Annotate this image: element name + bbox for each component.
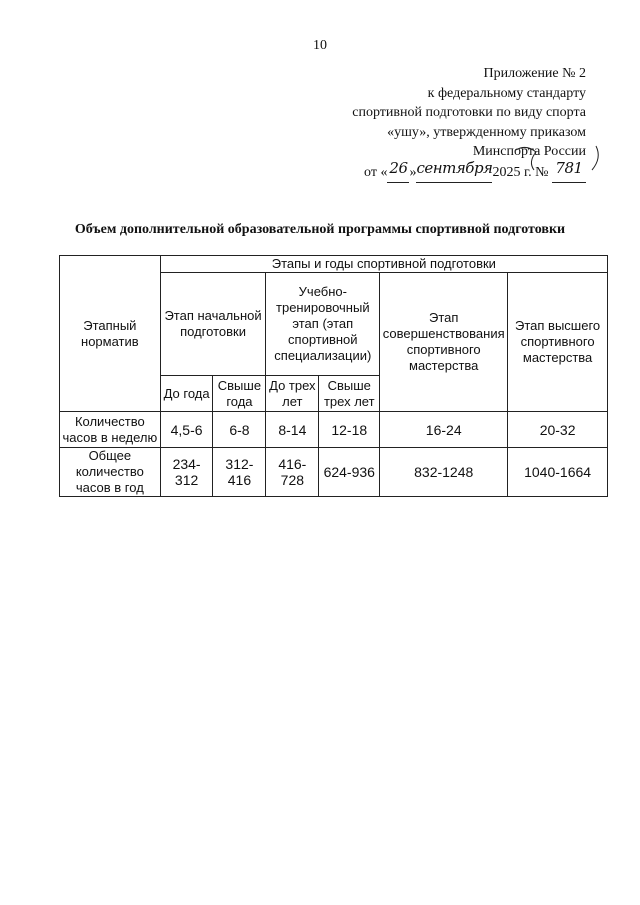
table-header-row (60, 256, 608, 273)
row-label: Количество часов в неделю (60, 412, 161, 448)
table-cell: 312-416 (213, 448, 266, 497)
appendix-line-1: Приложение № 2 (483, 66, 586, 81)
handwriting-stroke-2 (592, 146, 598, 170)
table-cell: 1040-1664 (508, 448, 608, 497)
table-cell: 8-14 (266, 412, 319, 448)
order-separator: » (409, 164, 417, 180)
header-norm: Этапный норматив (60, 256, 161, 412)
row-label: Общее количество часов в год (60, 448, 161, 497)
header-stages: Этапы и годы спортивной подготовки (160, 256, 607, 273)
table-cell: 20-32 (508, 412, 608, 448)
order-day-field (387, 158, 409, 184)
table-cell: 832-1248 (380, 448, 508, 497)
table-row (60, 448, 608, 497)
header-training-up-to-3: До трех лет (266, 376, 319, 412)
document-title: Объем дополнительной образовательной программы спортивной подготовки (74, 222, 566, 237)
header-stage-higher: Этап высшего спортивного мастерства (508, 273, 608, 412)
header-initial-over-year: Свыше года (213, 376, 266, 412)
appendix-line-2: к федеральному стандарту (427, 85, 586, 101)
table-cell: 624-936 (319, 448, 380, 497)
header-stage-training: Учебно-тренировочный этап (этап спортивной специализации) (266, 273, 380, 376)
training-volume-table (59, 255, 608, 497)
header-stage-improvement: Этап совершенствования спортивного мастерства (380, 273, 508, 412)
header-initial-up-to-year: До года (160, 376, 213, 412)
order-number: 781 (555, 158, 583, 177)
table-cell: 416-728 (266, 448, 319, 497)
table-cell: 12-18 (319, 412, 380, 448)
table-cell: 234-312 (160, 448, 213, 497)
table-cell: 4,5-6 (160, 412, 213, 448)
order-number-field (552, 158, 586, 184)
appendix-line-4: «ушу», утвержденному приказом (387, 124, 586, 140)
table-row (60, 412, 608, 448)
order-day: 26 (389, 158, 408, 177)
order-year: 2025 г. № (492, 164, 549, 180)
appendix-header (286, 64, 586, 183)
table-cell: 16-24 (380, 412, 508, 448)
order-month: сентября (416, 158, 493, 177)
order-prefix: от « (364, 164, 388, 180)
appendix-line-3: спортивной подготовки по виду спорта (352, 105, 586, 120)
order-month-field (416, 158, 493, 184)
appendix-line-5: Минспорта России (472, 144, 586, 159)
header-training-over-3: Свыше трех лет (319, 376, 380, 412)
table-cell: 6-8 (213, 412, 266, 448)
page-number: 10 (313, 38, 327, 53)
order-line (286, 158, 586, 184)
header-stage-initial: Этап начальной подготовки (160, 273, 266, 376)
